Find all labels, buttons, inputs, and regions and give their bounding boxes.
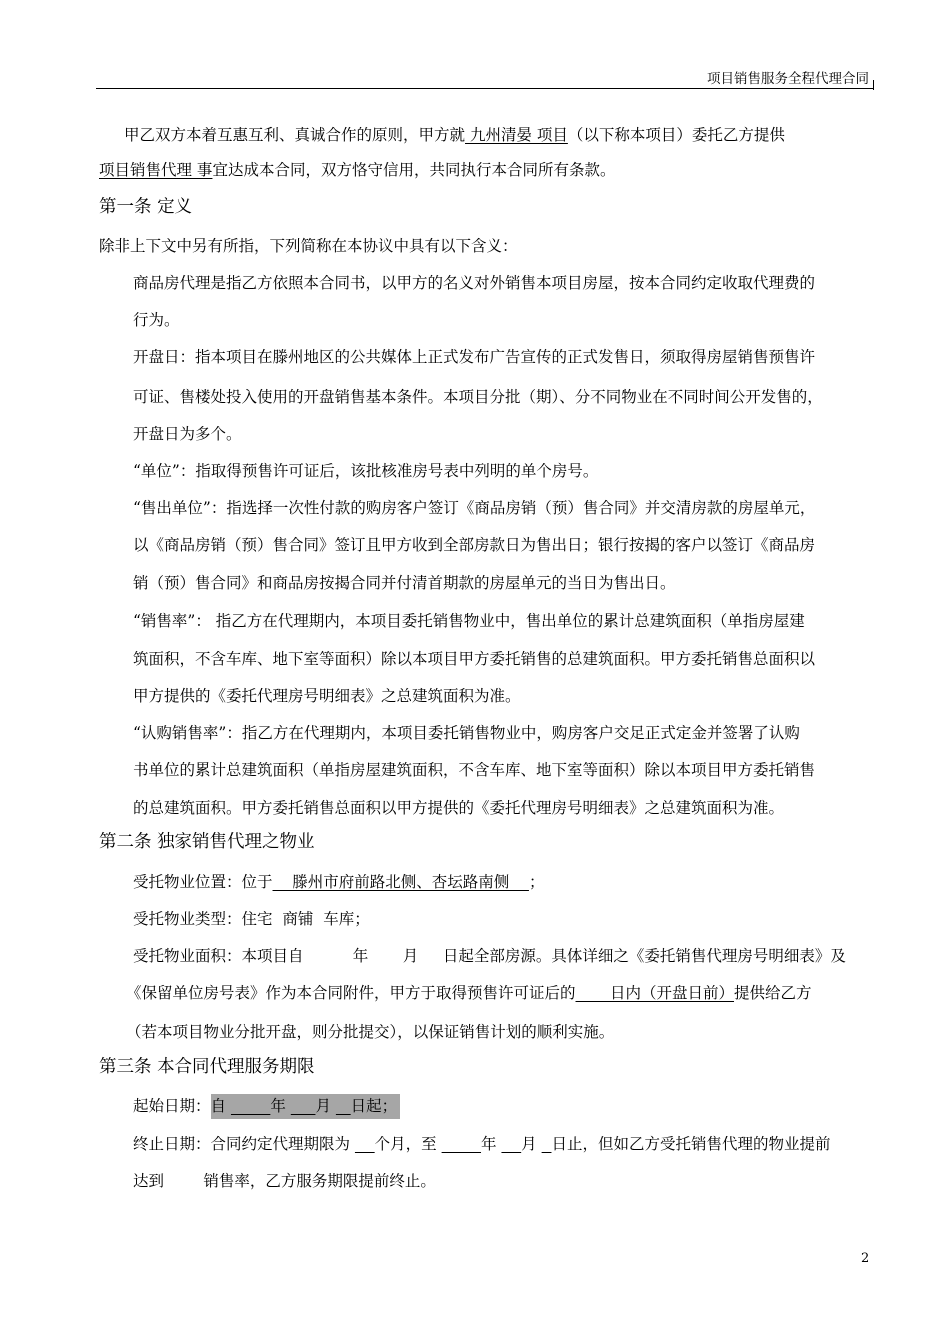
start-year-label: 年 bbox=[270, 1097, 291, 1115]
def-open-line-3: 开盘日为多个。 bbox=[133, 425, 242, 443]
intro-text-c: 宜达成本合同，双方恪守信用，共同执行本合同所有条款。 bbox=[212, 161, 616, 179]
end-month-blank bbox=[501, 1135, 521, 1153]
end-date-text-c: 年 bbox=[481, 1135, 502, 1153]
start-date-label: 起始日期： bbox=[133, 1097, 211, 1115]
start-day-blank bbox=[336, 1097, 351, 1115]
def-agency-line-2: 行为。 bbox=[133, 311, 180, 329]
header-rule bbox=[96, 88, 874, 89]
area-text-c: 提供给乙方 bbox=[734, 984, 812, 1002]
end-date-text-a: 终止日期：合同约定代理期限为 bbox=[133, 1135, 355, 1153]
start-date-field bbox=[211, 1094, 401, 1119]
def-rate-line-3: 甲方提供的《委托代理房号明细表》之总建筑面积为准。 bbox=[133, 687, 521, 705]
end-date-line-1 bbox=[133, 1134, 830, 1154]
def-open-line-1: 开盘日：指本项目在滕州地区的公共媒体上正式发布广告宣传的正式发售日，须取得房屋销售预售许 bbox=[133, 348, 816, 366]
service-name: 项目销售代理 事 bbox=[99, 161, 213, 179]
intro-line-1 bbox=[124, 125, 785, 145]
def-agency-line-1: 商品房代理是指乙方依照本合同书，以甲方的名义对外销售本项目房屋，按本合同约定收取代理费的 bbox=[133, 274, 816, 292]
article-3-heading: 第三条 本合同代理服务期限 bbox=[99, 1057, 315, 1077]
location-label: 受托物业位置：位于 bbox=[133, 873, 273, 891]
start-year-blank bbox=[231, 1097, 270, 1115]
def-sold-line-2: 以《商品房销（预）售合同》签订且甲方收到全部房款日为售出日；银行按揭的客户以签订《商品房 bbox=[133, 536, 816, 554]
end-day-blank bbox=[542, 1135, 552, 1153]
end-date-line-2: 达到 销售率，乙方服务期限提前终止。 bbox=[133, 1172, 436, 1190]
property-area-line-2 bbox=[126, 983, 812, 1003]
def-unit: “单位”：指取得预售许可证后，该批核准房号表中列明的单个房号。 bbox=[133, 462, 599, 480]
property-type: 受托物业类型：住宅 商铺 车库； bbox=[133, 910, 370, 928]
article-1-lead: 除非上下文中另有所指，下列简称在本协议中具有以下含义： bbox=[99, 237, 518, 255]
start-month-label: 月 bbox=[315, 1097, 336, 1115]
def-open-line-2: 可证、售楼处投入使用的开盘销售基本条件。本项目分批（期）、分不同物业在不同时间公开发售的， bbox=[133, 388, 823, 406]
intro-line-2 bbox=[99, 160, 615, 180]
page-number: 2 bbox=[861, 1251, 870, 1266]
start-day-label: 日起； bbox=[350, 1097, 398, 1115]
end-year-blank bbox=[442, 1135, 481, 1153]
start-date bbox=[133, 1096, 400, 1116]
header-title: 项目销售服务全程代理合同 bbox=[707, 71, 869, 87]
def-sub-line-1: “认购销售率”：指乙方在代理期内，本项目委托销售物业中，购房客户交足正式定金并签署了认购 bbox=[133, 724, 800, 742]
def-sub-line-3: 的总建筑面积。甲方委托销售总面积以甲方提供的《委托代理房号明细表》之总建筑面积为准。 bbox=[133, 799, 785, 817]
property-area-line-1: 受托物业面积：本项目自 年 月 日起全部房源。具体详细之《委托销售代理房号明细表》及 bbox=[133, 947, 846, 965]
end-date-text-b: 个月，至 bbox=[374, 1135, 442, 1153]
intro-text-a: 甲乙双方本着互惠互利、真诚合作的原则，甲方就 bbox=[124, 126, 466, 144]
def-rate-line-1: “销售率”： 指乙方在代理期内，本项目委托销售物业中，售出单位的累计总建筑面积（单指房屋建 bbox=[133, 612, 805, 630]
end-date-text-d: 月 bbox=[521, 1135, 542, 1153]
area-text-a: 《保留单位房号表》作为本合同附件，甲方于取得预售许可证后的 bbox=[126, 984, 576, 1002]
start-month-blank bbox=[291, 1097, 316, 1115]
term-months-blank bbox=[355, 1135, 375, 1153]
article-1-heading: 第一条 定义 bbox=[99, 197, 193, 217]
def-sub-line-2: 书单位的累计总建筑面积（单指房屋建筑面积，不含车库、地下室等面积）除以本项目甲方委托销售 bbox=[133, 761, 816, 779]
property-area-line-3: （若本项目物业分批开盘，则分批提交），以保证销售计划的顺利实施。 bbox=[126, 1023, 615, 1041]
location-value: 滕州市府前路北侧、杏坛路南侧 bbox=[272, 873, 529, 891]
location-end: ； bbox=[528, 873, 545, 891]
intro-text-b: （以下称本项目）委托乙方提供 bbox=[567, 126, 785, 144]
def-sold-line-1: “售出单位”：指选择一次性付款的购房客户签订《商品房销（预）售合同》并交清房款的房屋单元， bbox=[133, 499, 816, 517]
project-name: 九州清晏 项目 bbox=[465, 126, 568, 144]
property-location bbox=[133, 872, 544, 892]
def-sold-line-3: 销（预）售合同》和商品房按揭合同并付清首期款的房屋单元的当日为售出日。 bbox=[133, 574, 676, 592]
end-date-text-e: 日止，但如乙方受托销售代理的物业提前 bbox=[551, 1135, 831, 1153]
start-date-prefix: 自 bbox=[210, 1097, 231, 1115]
area-deadline: 日内（开盘日前） bbox=[575, 984, 735, 1002]
article-2-heading: 第二条 独家销售代理之物业 bbox=[99, 832, 315, 852]
def-rate-line-2: 筑面积，不含车库、地下室等面积）除以本项目甲方委托销售的总建筑面积。甲方委托销售总面积以 bbox=[133, 650, 816, 668]
header-rule-tick bbox=[873, 80, 874, 90]
